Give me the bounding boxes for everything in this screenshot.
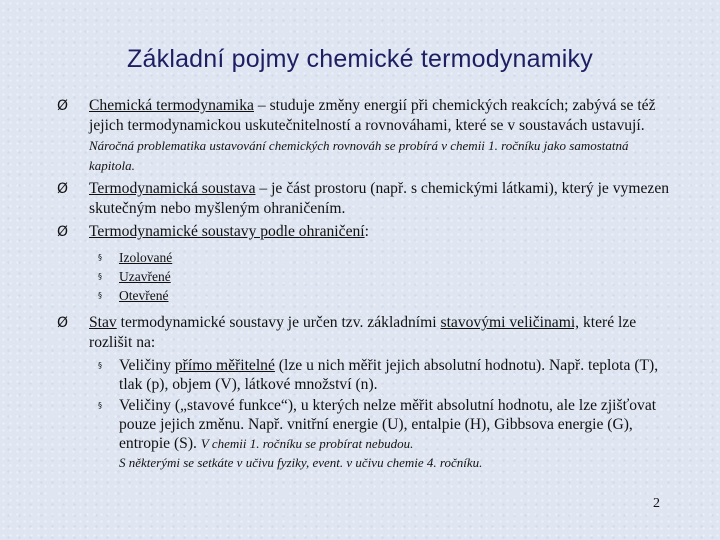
term-primo-meritelne: přímo měřitelné	[174, 357, 275, 374]
arrow-bullet-icon: Ø	[57, 315, 69, 331]
term-stavove-veliciny: stavovými veličinami,	[440, 314, 580, 331]
slide-content	[57, 96, 674, 472]
square-bullet-icon: §	[98, 291, 102, 300]
list-item	[64, 396, 674, 453]
list-item-label: Otevřené	[119, 288, 169, 303]
arrow-bullet-icon: Ø	[57, 224, 69, 240]
square-bullet-icon: §	[98, 253, 102, 262]
square-bullet-icon: §	[98, 272, 102, 281]
bullet-note: Náročná problematika ustavování chemických rovnováh se probírá v chemii 1. ročníku jako samostatná kapitola.	[89, 138, 629, 173]
square-bullet-icon: §	[98, 401, 102, 410]
term-soustavy-podle-ohraniceni: Termodynamické soustavy podle ohraničení	[89, 223, 365, 240]
list-item-text: Veličiny	[119, 357, 175, 374]
bullet-soustavy-podle-ohraniceni	[57, 222, 674, 242]
term-termodynamicka-soustava: Termodynamická soustava	[89, 180, 256, 197]
list-item	[64, 286, 674, 305]
bullet-text: – studuje změny energií při chemických reakcích; zabývá se též jejich termodynamickou uskutečnitelností a rovnováhami, které se v soustavách ustavují.	[89, 97, 656, 134]
bullet-stav-soustavy	[57, 313, 674, 353]
bullet-termodynamicka-soustava	[57, 179, 674, 219]
list-item-label: Uzavřené	[119, 269, 171, 284]
list-item	[64, 267, 674, 286]
page-number: 2	[653, 496, 660, 511]
arrow-bullet-icon: Ø	[57, 98, 69, 114]
list-item	[64, 356, 674, 394]
bullet-text: – je část prostoru (např. s chemickými látkami), který je vymezen skutečným nebo myšleným ohraničením.	[89, 180, 670, 217]
arrow-bullet-icon: Ø	[57, 181, 69, 197]
term-stav: Stav	[89, 314, 117, 331]
bullet-text: :	[364, 223, 369, 240]
list-item-label: Izolované	[119, 250, 173, 265]
soustavy-list	[64, 248, 674, 305]
term-chemicka-termodynamika: Chemická termodynamika	[89, 97, 254, 114]
bullet-chemicka-termodynamika	[57, 96, 674, 176]
bullet-text: termodynamické soustavy je určen tzv. základními	[116, 314, 441, 331]
slide-title: Základní pojmy chemické termodynamiky	[127, 45, 593, 73]
list-item-note: V chemii 1. ročníku se probírat nebudou.	[200, 436, 414, 451]
list-item-text: Veličiny („stavové funkce“), u kterých nelze měřit absolutní hodnotu, ale lze zjišťovat pouze jejich změnu. Např. vnitřní energie (U), entalpie (H), Gibbsova energie (G), entropie (S).	[119, 397, 657, 452]
list-item	[64, 248, 674, 267]
list-item-text: (lze u nich měřit jejich absolutní hodnotu). Např. teplota (T), tlak (p), objem (V), látkové množství (n).	[119, 357, 659, 393]
square-bullet-icon: §	[98, 361, 102, 370]
footnote: S některými se setkáte v učivu fyziky, event. v učivu chemie 4. ročníku.	[119, 455, 483, 470]
veliciny-list	[64, 356, 674, 453]
bullet-text: které lze rozlišit na:	[89, 314, 637, 351]
